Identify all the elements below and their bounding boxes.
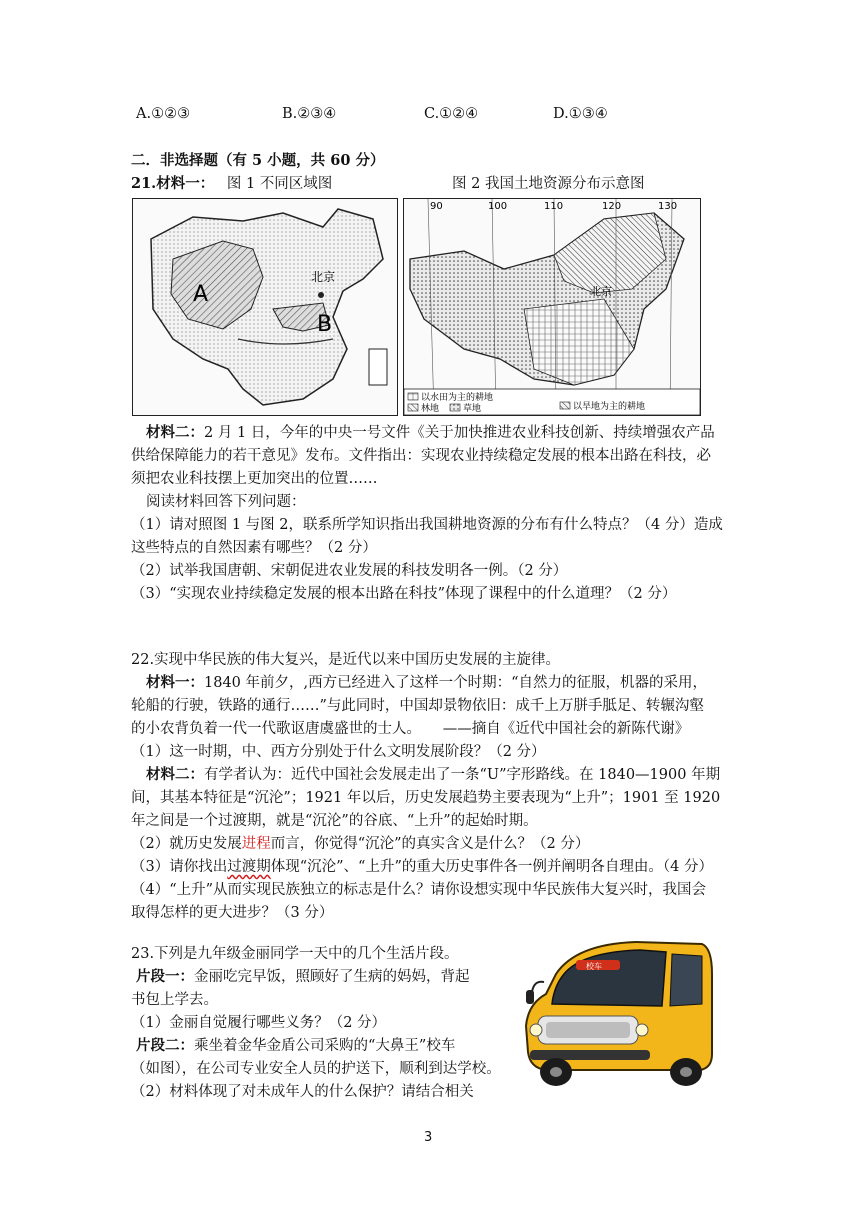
- q22-material1-label: 材料一：: [146, 674, 204, 691]
- china-region-map-graphic: [133, 199, 397, 415]
- lon-100-label: 100: [488, 201, 508, 212]
- q21-question2: （2）试举我国唐朝、宋朝促进农业发展的科技发明各一例。（2 分）: [131, 563, 568, 579]
- region-a-label: A: [193, 282, 209, 307]
- q23-question1: （1）金丽自觉履行哪些义务？（2 分）: [131, 1015, 387, 1031]
- q22-material2-line2: 间，其基本特征是“沉沦”；1921 年以后，历史发展趋势主要表现为“上升”；1901 至 1920: [131, 790, 721, 806]
- q21-question1-line2: 这些特点的自然因素有哪些？（2 分）: [131, 540, 377, 556]
- option-d: D.①③④: [553, 106, 608, 122]
- q22-material1-line1: [146, 674, 707, 692]
- fig2-caption: 图 2 我国土地资源分布示意图: [452, 176, 645, 192]
- q23-piece2-text1: 乘坐着金华金盾公司采购的“大鼻王”校车: [194, 1038, 456, 1054]
- q22-question4-line2: 取得怎样的更大进步？（3 分）: [131, 905, 334, 921]
- q23-piece1-line2: 书包上学去。: [131, 992, 218, 1008]
- q22-q2-part2: 而言，你觉得“沉沦”的真实含义是什么？（2 分）: [270, 836, 590, 852]
- q22-title: 22.实现中华民族的伟大复兴，是近代以来中国历史发展的主旋律。: [131, 652, 561, 668]
- school-bus-image: [516, 934, 716, 1094]
- lon-110-label: 110: [544, 201, 564, 212]
- lon-130-label: 130: [658, 201, 678, 212]
- figure-2-map: [403, 198, 701, 416]
- q21-label: 21.材料一：: [131, 175, 215, 192]
- lon-120-label: 120: [602, 201, 622, 212]
- q22-q3-underlined: 过渡期: [227, 859, 271, 875]
- q22-q2-part1: （2）就历史发展: [131, 836, 242, 852]
- option-c: C.①②④: [424, 106, 479, 122]
- q22-question2: [131, 835, 589, 853]
- q22-material1-line2: 轮船的行驶，铁路的通行……”与此同时，中国却景物依旧：成千上万胼手胝足、转辗沟壑: [131, 698, 704, 714]
- fig1-caption: 图 1 不同区域图: [226, 176, 333, 192]
- q21-read-instruction: 阅读材料回答下列问题：: [146, 494, 306, 510]
- q22-material1-line3: 的小农背负着一代一代歌讴唐虞盛世的士人。 ——摘自《近代中国社会的新陈代谢》: [131, 721, 690, 737]
- q22-question1: （1）这一时期，中、西方分别处于什么文明发展阶段？（2 分）: [131, 744, 546, 760]
- q23-piece1-text1: 金丽吃完早饭，照顾好了生病的妈妈，背起: [194, 969, 470, 985]
- q21-material2-line1: [146, 424, 715, 442]
- q22-question3: [131, 858, 713, 876]
- q22-material2-text1: 有学者认为：近代中国社会发展走出了一条“U”字形路线。在 1840—1900 年期: [204, 767, 721, 783]
- legend-forest: 林地: [421, 404, 440, 414]
- q23-piece1-label: 片段一：: [136, 968, 194, 985]
- q22-q3-part1: （3）请你找出: [131, 859, 228, 875]
- q21-heading: [131, 175, 332, 193]
- china-land-resources-map-graphic: [404, 199, 700, 415]
- q23-piece2-line1: [136, 1037, 455, 1055]
- q21-question1-line1: （1）请对照图 1 与图 2，联系所学知识指出我国耕地资源的分布有什么特点？（4 分）造成: [131, 517, 723, 533]
- q22-material2-line1: [146, 766, 720, 784]
- q23-piece1-line1: [136, 968, 470, 986]
- option-a: A.①②③: [136, 106, 191, 122]
- section-title: 二．非选择题（有 5 小题，共 60 分）: [131, 152, 385, 169]
- q23-question2: （2）材料体现了对未成年人的什么保护？请结合相关: [131, 1084, 474, 1100]
- school-bus-graphic: [516, 934, 716, 1094]
- q22-question4-line1: （4）“上升”从而实现民族独立的标志是什么？请你设想实现中华民族伟大复兴时，我国会: [131, 882, 707, 898]
- q21-material2-label: 材料二：: [146, 424, 204, 441]
- q22-material1-text1: 1840 年前夕，,西方已经进入了这样一个时期：“自然力的征服，机器的采用，: [204, 675, 708, 691]
- q21-material2-line3: 须把农业科技摆上更加突出的位置……: [131, 471, 378, 487]
- q22-material2-label: 材料二：: [146, 766, 204, 783]
- q22-q3-part2: 体现“沉沦”、“上升”的重大历史事件各一例并阐明各自理由。（4 分）: [270, 859, 713, 875]
- q23-title: 23.下列是九年级金丽同学一天中的几个生活片段。: [131, 946, 459, 962]
- region-b-label: B: [317, 312, 333, 337]
- q22-material2-line3: 年之间是一个过渡期，就是“沉沦”的谷底、“上升”的起始时期。: [131, 813, 538, 829]
- legend-grass: 草地: [463, 404, 482, 414]
- bus-sign-label: 校车: [586, 962, 602, 971]
- q23-piece2-label: 片段二：: [136, 1037, 194, 1054]
- q22-q2-highlight: 进程: [241, 836, 271, 852]
- q23-piece2-line2: （如图），在公司专业安全人员的护送下，顺利到达学校。: [131, 1061, 501, 1077]
- beijing-label-fig1: 北京: [311, 270, 336, 284]
- legend-dryland: 以旱地为主的耕地: [573, 402, 646, 412]
- legend-paddy: 以水田为主的耕地: [421, 393, 494, 403]
- beijing-marker: [318, 292, 324, 298]
- q21-question3: （3）“实现农业持续稳定发展的根本出路在科技”体现了课程中的什么道理？（2 分）: [131, 586, 677, 602]
- q21-material2-text1: 2 月 1 日，今年的中央一号文件《关于加快推进农业科技创新、持续增强农产品: [204, 425, 715, 441]
- page-number: 3: [424, 1130, 433, 1145]
- option-b: B.②③④: [282, 106, 337, 122]
- beijing-label-fig2: 北京: [590, 285, 612, 298]
- figure-1-map: [132, 198, 398, 416]
- q21-material2-line2: 供给保障能力的若干意见》发布。文件指出：实现农业持续稳定发展的根本出路在科技，必: [131, 448, 711, 464]
- lon-90-label: 90: [430, 201, 443, 212]
